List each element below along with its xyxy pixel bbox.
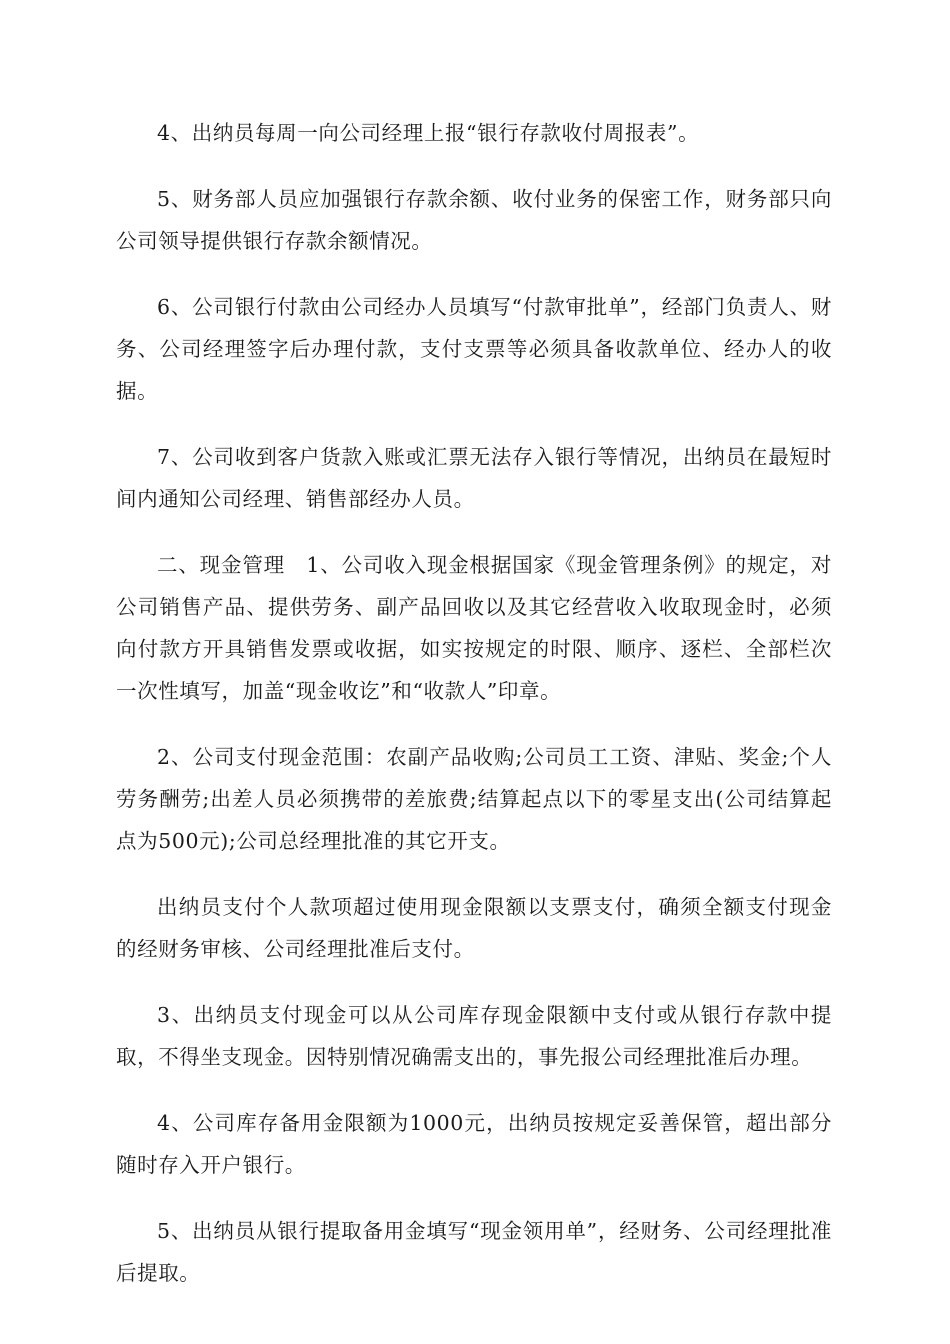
document-body [116, 112, 832, 1294]
paragraph-cash-withdrawal-rules: 3、出纳员支付现金可以从公司库存现金限额中支付或从银行存款中提取，不得坐支现金。因特别情况确需支出的，事先报公司经理批准后办理。 [116, 1003, 832, 1069]
paragraph-petty-cash-limit: 4、公司库存备用金限额为1000元，出纳员按规定妥善保管，超出部分随时存入开户银行。 [116, 1111, 832, 1177]
paragraph-petty-cash-withdrawal: 5、出纳员从银行提取备用金填写“现金领用单”，经财务、公司经理批准后提取。 [116, 1219, 832, 1285]
paragraph-customer-payment-notice: 7、公司收到客户货款入账或汇票无法存入银行等情况，出纳员在最短时间内通知公司经理、销售部经办人员。 [116, 445, 832, 511]
paragraph-cash-management-receipts: 二、现金管理 1、公司收入现金根据国家《现金管理条例》的规定，对公司销售产品、提供劳务、副产品回收以及其它经营收入收取现金时，必须向付款方开具销售发票或收据，如实按规定的时限、顺序、逐栏、全部栏次一次性填写，加盖“现金收讫”和“收款人”印章。 [116, 553, 832, 703]
paragraph-cash-payment-scope: 2、公司支付现金范围：农副产品收购;公司员工工资、津贴、奖金;个人劳务酬劳;出差人员必须携带的差旅费;结算起点以下的零星支出(公司结算起点为500元);公司总经理批准的其它开支。 [116, 745, 832, 853]
paragraph-bank-payment-approval: 6、公司银行付款由公司经办人员填写“付款审批单”，经部门负责人、财务、公司经理签字后办理付款，支付支票等必须具备收款单位、经办人的收据。 [116, 295, 832, 403]
paragraph-cashier-weekly-report: 4、出纳员每周一向公司经理上报“银行存款收付周报表”。 [157, 121, 700, 145]
paragraph-confidentiality: 5、财务部人员应加强银行存款余额、收付业务的保密工作，财务部只向公司领导提供银行存款余额情况。 [116, 187, 832, 253]
paragraph-personal-payment-limit: 出纳员支付个人款项超过使用现金限额以支票支付，确须全额支付现金的经财务审核、公司经理批准后支付。 [116, 895, 832, 961]
